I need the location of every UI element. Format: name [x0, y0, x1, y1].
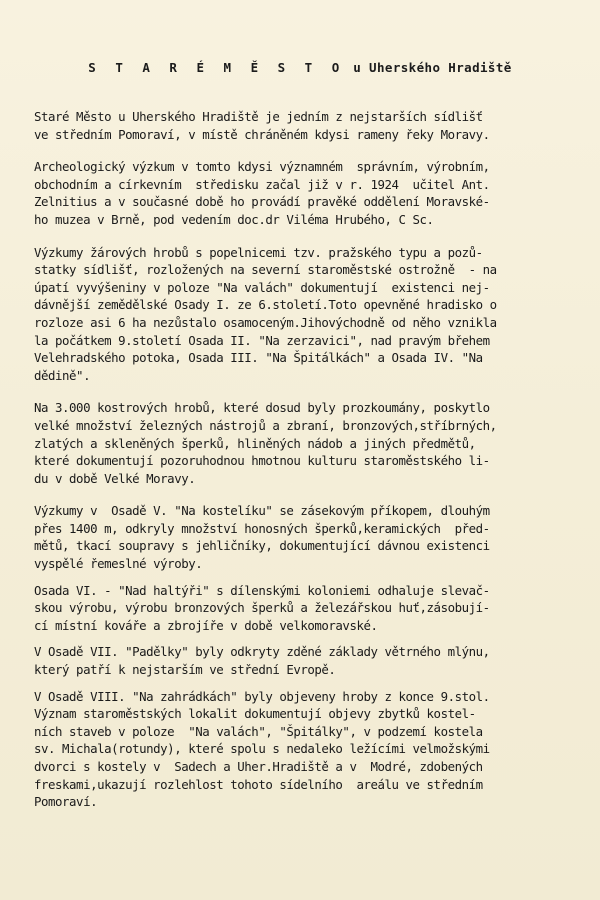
text-line: du v době Velké Moravy. [34, 470, 196, 486]
text-line: vyspělé řemeslné výroby. [34, 556, 203, 572]
text-line: freskami,ukazují rozlehlost tohoto sídelního areálu ve středním [34, 776, 483, 792]
text-line: dávnější zemědělské Osady I. ze 6.století.Toto opevněné hradisko o [34, 297, 497, 313]
text-line: obchodním a církevním středisku začal již v r. 1924 učitel Ant. [34, 176, 490, 192]
paragraph [34, 244, 574, 385]
document-title [0, 60, 600, 75]
text-line: Archeologický výzkum v tomto kdysi významném správním, výrobním, [34, 159, 490, 175]
text-line: Osada VI. - "Nad haltýři" s dílenskými koloniemi odhaluje slevač- [34, 582, 490, 598]
text-line: V Osadě VIII. "Na zahrádkách" byly objeveny hroby z konce 9.stol. [34, 688, 490, 704]
text-line: la počátkem 9.století Osada II. "Na zerzavici", nad pravým břehem [34, 332, 490, 348]
text-line: který patří k nejstarším ve střední Evropě. [34, 662, 336, 678]
text-line: sv. Michala(rotundy), které spolu s nedaleko ležícími velmožskými [34, 741, 490, 757]
text-line: dědině". [34, 367, 91, 383]
text-line: skou výrobu, výrobu bronzových šperků a železářskou huť,zásobují- [34, 600, 490, 616]
text-line: Pomoraví. [34, 794, 98, 810]
text-line: které dokumentují pozoruhodnou hmotnou kulturu staroměstského li- [34, 453, 490, 469]
text-line: statky sídlišť, rozložených na severní staroměstské ostrožně - na [34, 262, 497, 278]
text-line: dvorci s kostely v Sadech a Uher.Hradiště a v Modré, zdobených [34, 759, 483, 774]
text-line: rozloze asi 6 ha nezůstalo osamoceným.Jihovýchodně od něho vznikla [34, 314, 497, 330]
paragraph [34, 108, 574, 143]
text-line: Výzkumy žárových hrobů s popelnicemi tzv. pražského typu a pozů- [34, 244, 483, 260]
paragraph [34, 502, 574, 572]
text-line: Staré Město u Uherského Hradiště je jedním z nejstarších sídlišť [34, 109, 483, 124]
text-line: Význam staroměstských lokalit dokumentují objevy zbytků kostel- [34, 706, 476, 722]
paragraph [34, 399, 574, 487]
text-line: Velehradského potoka, Osada III. "Na Špitálkách" a Osada IV. "Na [34, 350, 483, 366]
text-line: přes 1400 m, odkryly množství honosných šperků,keramických před- [34, 520, 490, 536]
text-line: velké množství železných nástrojů a zbraní, bronzových,stříbrných, [34, 417, 497, 433]
title-town: S T A R É M Ě S T O [88, 60, 346, 75]
document-body [34, 108, 574, 826]
text-line: Zelnitius a v současné době ho provádí pravěké oddělení Moravské- [34, 194, 490, 210]
text-line: cí místní kováře a zbrojíře v době velkomoravské. [34, 617, 378, 633]
text-line: Na 3.000 kostrových hrobů, které dosud byly prozkoumány, poskytlo [34, 400, 490, 416]
text-line: ve středním Pomoraví, v místě chráněném kdysi rameny řeky Moravy. [34, 126, 490, 142]
paragraph [34, 688, 574, 811]
text-line: zlatých a skleněných šperků, hliněných nádob a jiných předmětů, [34, 435, 476, 451]
text-line: ho muzea v Brně, pod vedením doc.dr Viléma Hrubého, C Sc. [34, 211, 434, 227]
paragraph [34, 158, 574, 228]
text-line: mětů, tkací soupravy s jehličníky, dokumentující dávnou existenci [34, 538, 490, 554]
paragraph [34, 643, 574, 678]
text-line: V Osadě VII. "Padělky" byly odkryty zděné základy větrného mlýnu, [34, 644, 490, 660]
text-line: ních staveb v poloze "Na valách", "Špitálky", v podzemí kostela [34, 723, 483, 739]
text-line: úpatí vyvýšeniny v poloze "Na valách" dokumentují existenci nej- [34, 279, 490, 295]
text-line: Výzkumy v Osadě V. "Na kostelíku" se zásekovým příkopem, dlouhým [34, 503, 490, 519]
title-location: u Uherského Hradiště [345, 60, 512, 75]
paragraph [34, 582, 574, 635]
